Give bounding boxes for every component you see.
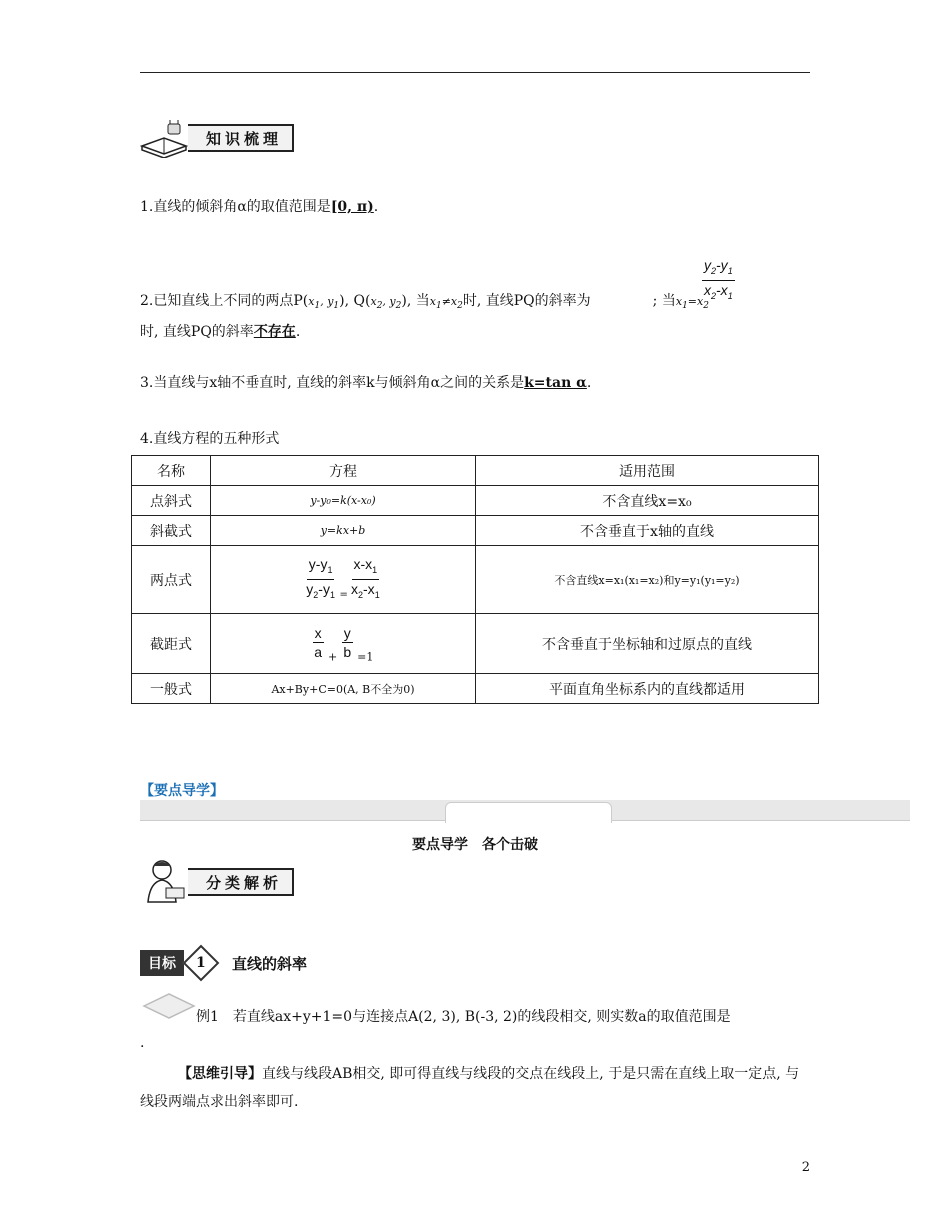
banner-title: 知识梳理 (188, 124, 294, 152)
book-icon (140, 118, 188, 158)
row-range: 不含直线x=x₁(x₁=x₂)和y=y₁(y₁=y₂) (476, 546, 819, 614)
item-2-b: ), Q( (339, 293, 371, 309)
row-eq: y=kx+b (211, 516, 476, 546)
item-1-answer: [0, π) (330, 199, 374, 215)
tab-active[interactable] (445, 802, 612, 823)
header-eq: 方程 (211, 456, 476, 486)
hint-text: 直线与线段AB相交, 即可得直线与线段的交点在线段上, 于是只需在直线上取一定点, 与线段两端点求出斜率即可. (140, 1066, 800, 1110)
intercept-formula: $\frac{x}{a}$ $_+$ $\frac{y}{b}$ $_{=1}$ (211, 614, 476, 674)
goal-title: 直线的斜率 (232, 954, 308, 973)
example-1 (140, 1004, 812, 1056)
item-1-post: . (373, 199, 379, 215)
table-row (132, 674, 819, 704)
knowledge-banner (140, 118, 294, 158)
row-range: 不含垂直于x轴的直线 (476, 516, 819, 546)
slope-fraction: $\frac{y_2-y_1}{x_2-x_1}$ (704, 257, 733, 301)
student-icon (140, 858, 188, 906)
item-2-a: 2.已知直线上不同的两点P( (140, 293, 309, 309)
two-point-formula: $\frac{y-y_1}{y_2-y_1}$ $_=$ $\frac{x-x_1}{x_2-x_1}$ (211, 546, 476, 614)
row-range: 不含直线x=x₀ (476, 486, 819, 516)
header-range: 适用范围 (476, 456, 819, 486)
item-2-f: 时, 直线PQ的斜率 (140, 324, 254, 341)
top-rule (140, 72, 810, 73)
item-2-e: ; 当 (652, 293, 676, 309)
goal-number: 1 (196, 955, 206, 971)
row-eq: Ax+By+C=0(A, B不全为0) (211, 674, 476, 704)
banner-title: 分类解析 (188, 868, 294, 896)
example-tail: . (140, 1035, 145, 1051)
row-range: 平面直角坐标系内的直线都适用 (476, 674, 819, 704)
section-tag: 【要点导学】 (140, 783, 224, 799)
analysis-banner (140, 858, 294, 906)
item-3: 3.当直线与x轴不垂直时, 直线的斜率k与倾斜角α之间的关系是k=tan α. (140, 375, 592, 391)
row-eq: y-y₀=k(x-x₀) (211, 486, 476, 516)
item-4: 4.直线方程的五种形式 (140, 431, 280, 447)
goal-number-badge (183, 945, 220, 982)
item-3-text: 3.当直线与x轴不垂直时, 直线的斜率k与倾斜角α之间的关系是 (140, 375, 525, 391)
table-row (132, 516, 819, 546)
row-range: 不含垂直于坐标轴和过原点的直线 (476, 614, 819, 674)
row-name: 两点式 (132, 546, 211, 614)
item-1 (140, 194, 812, 220)
header-name: 名称 (132, 456, 211, 486)
row-name: 点斜式 (132, 486, 211, 516)
row-name: 一般式 (132, 674, 211, 704)
example-text: 例1 若直线ax+y+1=0与连接点A(2, 3), B(-3, 2)的线段相交, 则实数a的取值范围是 (196, 1009, 731, 1025)
item-2-answer: 不存在 (253, 324, 296, 341)
item-2: 2.已知直线上不同的两点$P(x_1$, $y_1$), $Q(x_2$, $y_2$), 当$x_1\ne x_2$时, 直线PQ的斜率为 ; 当$x_1=x_2$ 时, 直线PQ的斜率不存在. (140, 293, 709, 341)
item-2-c: ), 当 (401, 293, 430, 309)
row-name: 斜截式 (132, 516, 211, 546)
table-header-row (132, 456, 819, 486)
item-1-text: 1.直线的倾斜角α的取值范围是 (140, 199, 331, 215)
goal-tag: 目标 (140, 950, 184, 976)
center-title: 要点导学 各个击破 (412, 837, 538, 853)
row-name: 截距式 (132, 614, 211, 674)
page-number: 2 (801, 1160, 810, 1175)
line-equation-table (131, 455, 819, 704)
item-3-answer: k=tan α (524, 375, 587, 391)
table-row (132, 486, 819, 516)
hint-label: 【思维引导】 (178, 1066, 262, 1082)
table-row (132, 614, 819, 674)
item-2-d: 时, 直线PQ的斜率为 (462, 293, 591, 309)
goal-header (140, 950, 307, 976)
table-row (132, 546, 819, 614)
hint-paragraph (140, 1060, 812, 1116)
